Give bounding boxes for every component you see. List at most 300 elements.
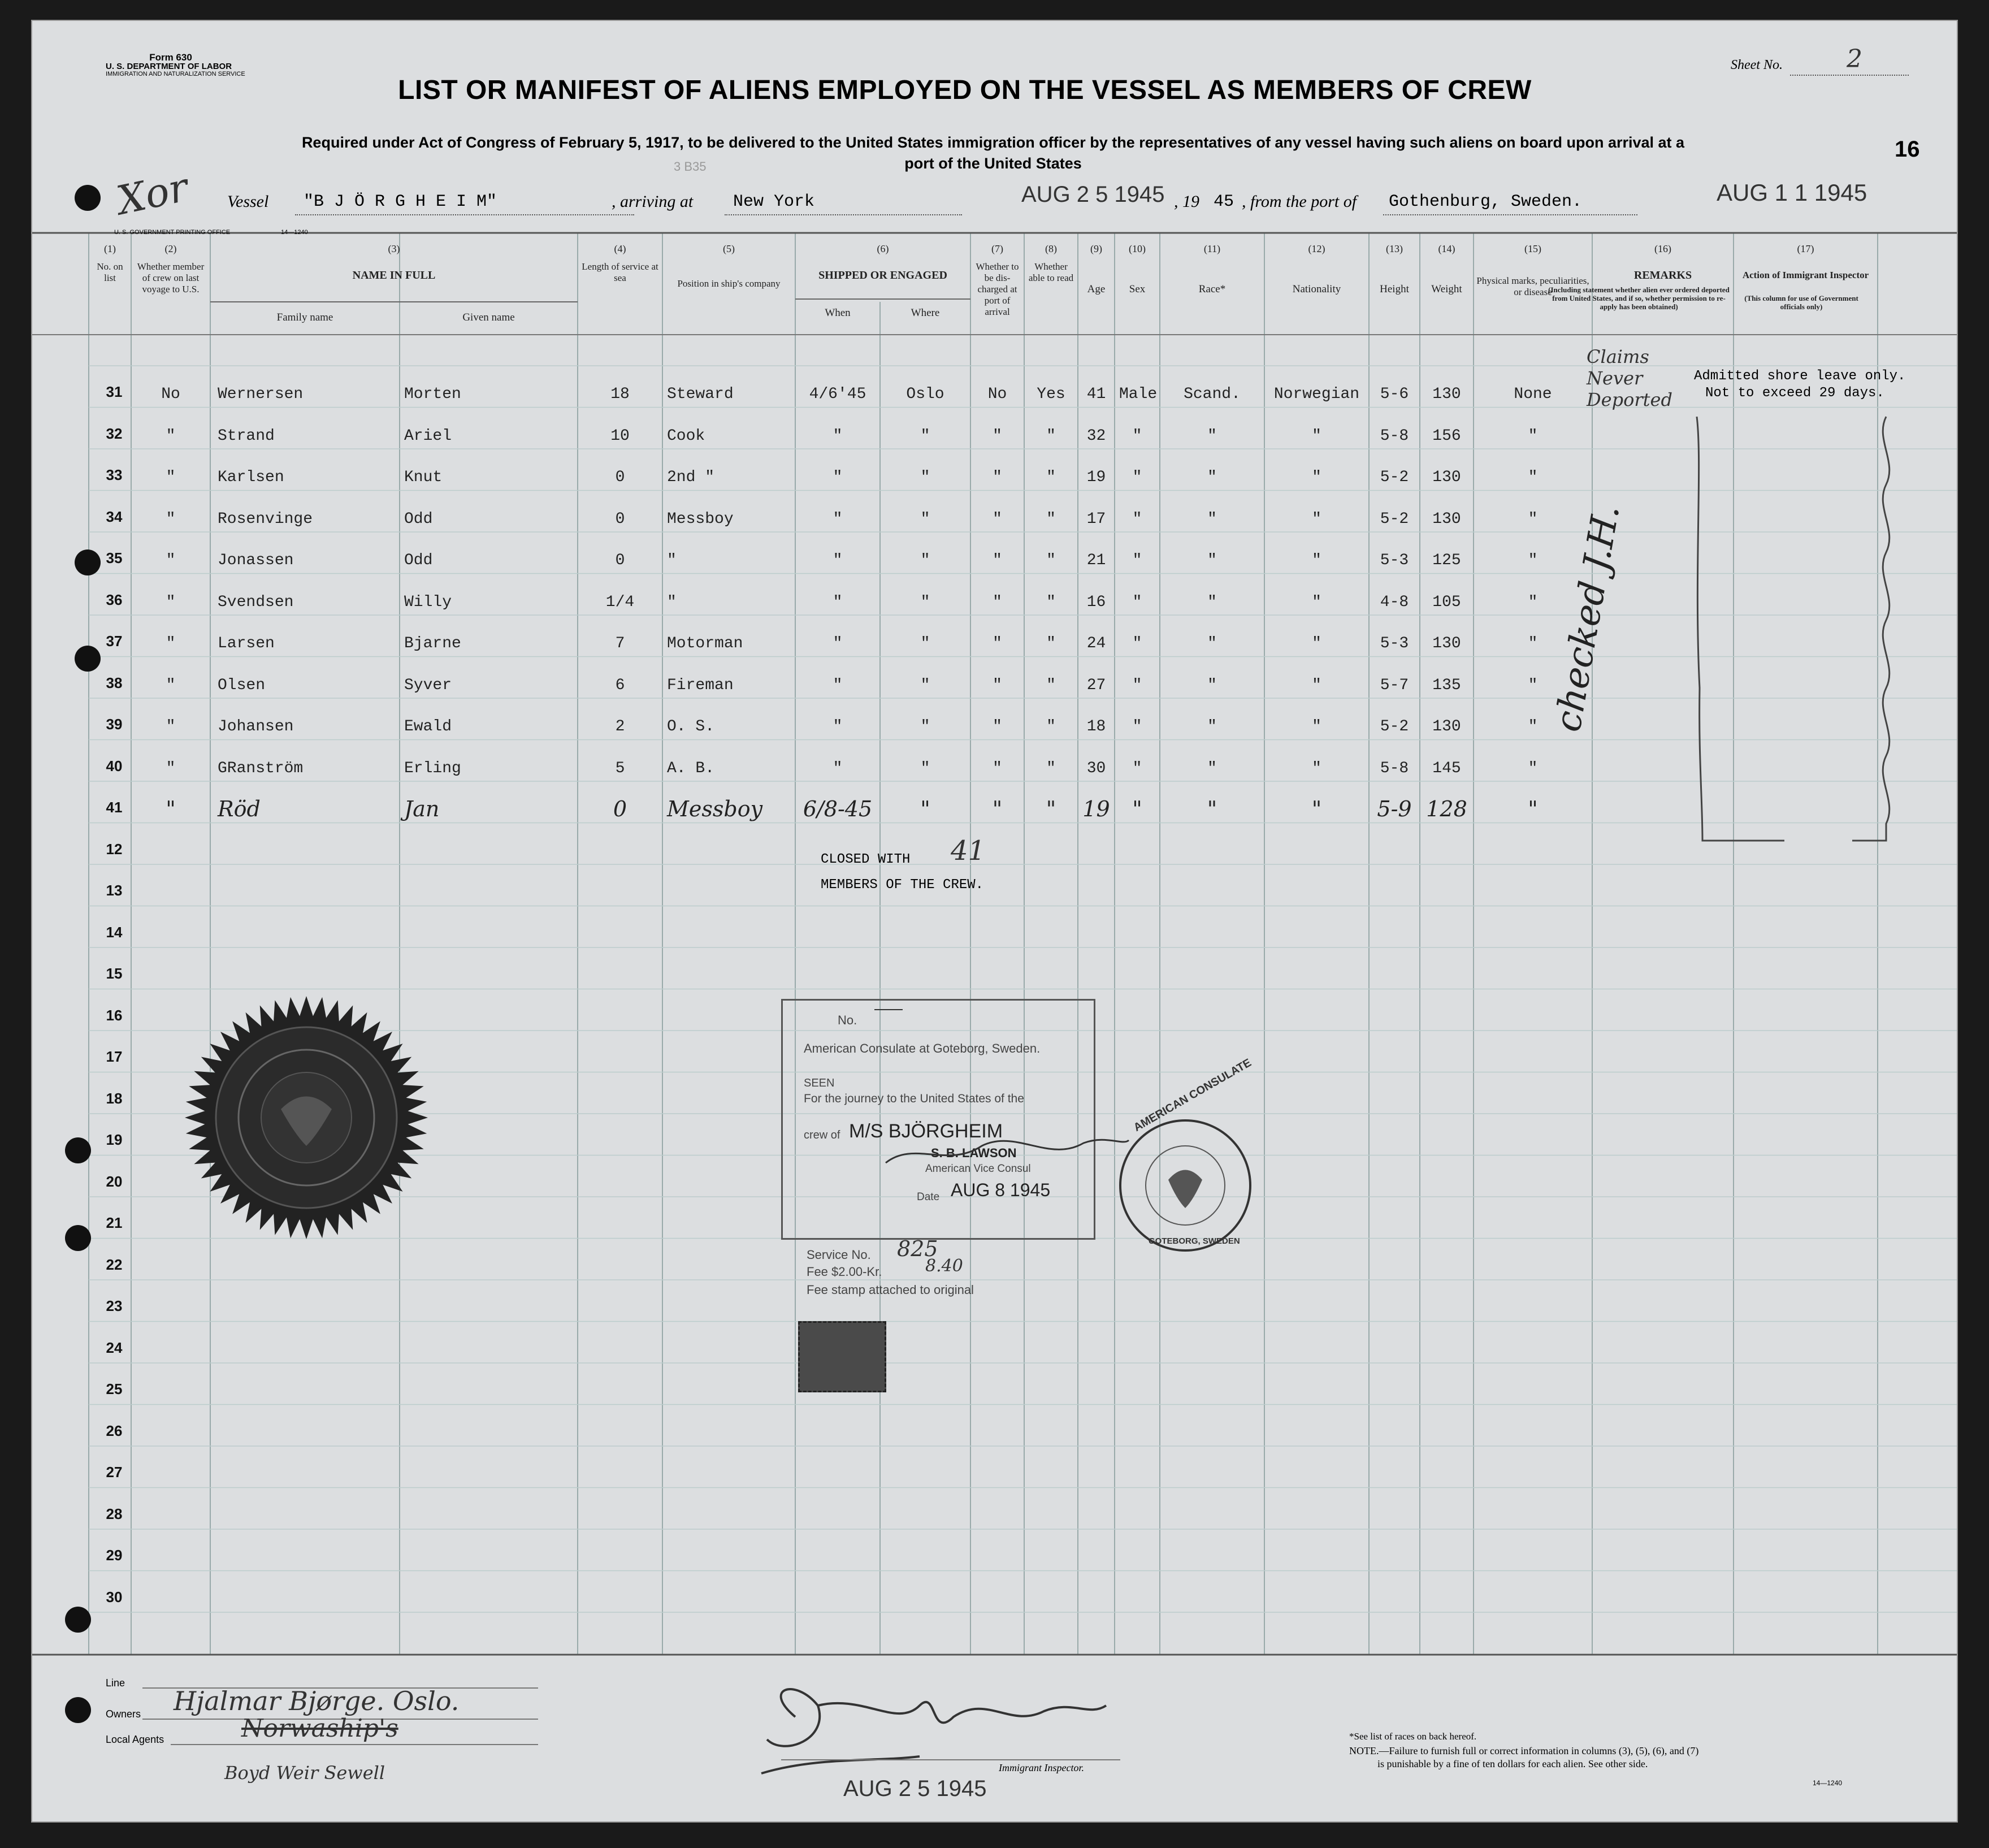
cell-position: O. S. [667,718,715,735]
cell-position: Steward [667,386,734,403]
arriving-port: New York [733,192,815,211]
cell-where: " [920,718,930,735]
row-number: 33 [106,466,123,483]
cell-weight: 130 [1432,386,1461,403]
cell-weight: 130 [1432,718,1461,735]
row-number: 30 [106,1588,123,1605]
cell-prior: " [166,593,176,611]
sailing-date-stamp: AUG 1 1 1945 [1717,179,1867,206]
cell-nationality: " [1312,718,1321,735]
cell-height: 5-9 [1377,797,1412,821]
cell-position: " [667,593,677,611]
sheet-label: Sheet No. [1731,58,1783,72]
consulate-no-label: No. [838,1013,857,1027]
cell-weight: 130 [1432,635,1461,652]
cell-sex: " [1132,510,1142,528]
inspector-date: AUG 2 5 1945 [843,1776,987,1801]
cell-marks: None [1514,386,1552,403]
cell-age: 41 [1086,386,1106,403]
column-number: (12) [1308,243,1325,254]
year-label: , 19 [1174,192,1199,211]
page-title: LIST OR MANIFEST OF ALIENS EMPLOYED ON THE VESSEL AS MEMBERS OF CREW [398,75,1532,105]
cell-when: " [833,635,843,652]
column-number: (5) [723,243,735,254]
consulate-stamp [781,999,1095,1240]
column-number: (17) [1797,243,1814,254]
row-number: 39 [106,716,123,733]
column-header: Age [1087,283,1106,295]
cell-nationality: " [1312,593,1321,611]
cell-age: 17 [1086,510,1106,528]
cell-prior: " [166,759,176,777]
agents-value-2: Boyd Weir Sewell [224,1762,385,1784]
cell-read: " [1046,797,1056,821]
cell-nationality: " [1312,759,1321,777]
cell-where: " [920,593,930,611]
row-number: 19 [106,1131,123,1148]
cell-discharged: " [993,718,1002,735]
cell-weight: 145 [1432,759,1461,777]
cell-when: " [833,427,843,445]
consulate-seal-text: AMERICAN CONSULATE [1132,1056,1254,1135]
row-number: 34 [106,508,123,525]
column-number: (7) [991,243,1003,254]
fee-stamp [798,1321,886,1392]
inspector-line [781,1759,1120,1760]
column-number: (1) [104,243,116,254]
column-header: Position in ship's company [677,278,781,289]
cell-height: 5-3 [1380,635,1409,652]
cell-sex: " [1132,676,1142,694]
cell-sex: " [1132,718,1142,735]
cell-when: " [833,759,843,777]
fee-label: Fee $2.00-Kr. [807,1265,882,1279]
cell-marks: " [1528,552,1538,569]
cell-nationality: " [1312,635,1321,652]
cell-prior: " [166,635,176,652]
service-label: Service No. [807,1248,871,1262]
note-failure: NOTE.—Failure to furnish full or correct information in columns (3), (5), (6), and (7) [1349,1745,1699,1756]
cell-race: " [1207,510,1217,528]
cell-weight: 135 [1432,676,1461,694]
cell-when: " [833,469,843,486]
cell-given: Knut [404,469,443,486]
column-header: REMARKS [1633,269,1692,282]
cell-height: 5-2 [1380,718,1409,735]
cell-height: 5-2 [1380,469,1409,486]
cell-age: 32 [1086,427,1106,445]
column-number: (2) [164,243,177,254]
column-header: Length of service at sea [582,261,658,283]
row-number: 17 [106,1048,123,1065]
local-agents-label: Local Agents [106,1734,164,1745]
column-header: Weight [1431,283,1462,295]
cell-discharged: " [993,510,1002,528]
cell-age: 21 [1086,552,1106,569]
cell-where: " [920,510,930,528]
cell-family: Strand [218,427,275,445]
cell-sex: " [1132,593,1142,611]
closed-with: CLOSED WITH [821,852,911,867]
cell-race: " [1207,427,1217,445]
row-number: 38 [106,674,123,691]
cell-given: Morten [404,386,461,403]
punch-hole [65,1225,91,1251]
page-mark: 16 [1895,137,1920,162]
consulate-seal-city: GOTEBORG, SWEDEN [1149,1236,1240,1246]
cell-where: " [920,797,930,821]
from-label: , from the port of [1242,192,1357,211]
row-number: 23 [106,1297,123,1314]
cell-position: Messboy [667,510,734,528]
cell-nationality: " [1312,676,1321,694]
cell-age: 19 [1086,469,1106,486]
column-number: (11) [1203,243,1221,254]
row-number: 27 [106,1464,123,1481]
cell-height: 5-2 [1380,510,1409,528]
cell-age: 19 [1082,797,1110,821]
cell-marks: " [1528,718,1538,735]
cell-age: 30 [1086,759,1106,777]
cell-given: Ewald [404,718,452,735]
row-number: 21 [106,1214,123,1231]
punch-hole [65,1697,91,1723]
cell-when: 4/6'45 [809,386,866,403]
cell-marks: " [1528,469,1538,486]
cell-position: Fireman [667,676,734,694]
cell-height: 4-8 [1380,593,1409,611]
cell-prior: " [166,676,176,694]
cell-where: " [920,676,930,694]
action-note: (This column for use of Government officials only) [1744,294,1858,311]
row-number: 41 [106,799,123,816]
column-number: (15) [1524,243,1541,254]
cell-race: " [1207,635,1217,652]
cell-race: " [1207,676,1217,694]
cell-sex: " [1132,552,1142,569]
from-port: Gothenburg, Sweden. [1389,192,1583,211]
consulate-seal [1115,1115,1256,1256]
arrival-date-stamp: AUG 2 5 1945 [1021,182,1165,207]
remarks-not-exceed: Not to exceed 29 days. [1705,386,1884,401]
service-number: 825 [897,1236,938,1261]
members-of-crew: MEMBERS OF THE CREW. [821,877,984,893]
cell-service: 0 [615,469,625,486]
column-header: Whether to be dis- charged at port of arrival [976,261,1019,317]
cell-discharged: No [987,386,1007,403]
subhead-given: Given name [462,311,515,323]
cell-family: Johansen [218,718,294,735]
cell-weight: 125 [1432,552,1461,569]
cell-service: 10 [610,427,630,445]
column-number: (14) [1438,243,1455,254]
column-number: (13) [1386,243,1403,254]
cell-height: 5-8 [1380,759,1409,777]
row-number: 31 [106,383,123,400]
row-number: 40 [106,757,123,774]
fee-amount: 8.40 [925,1256,963,1276]
row-number: 20 [106,1172,123,1190]
column-header: Nationality [1292,283,1341,295]
cell-position: Motorman [667,635,743,652]
cell-age: 27 [1086,676,1106,694]
column-header: Height [1380,283,1409,295]
cell-service: 7 [615,635,625,652]
faint-mark: 3 B35 [674,159,707,174]
column-number: (8) [1045,243,1057,254]
row-number: 24 [106,1339,123,1356]
cell-height: 5-6 [1380,386,1409,403]
inspector-label: Immigrant Inspector. [999,1762,1084,1773]
cell-nationality: " [1312,469,1321,486]
cell-prior: No [161,386,180,403]
remarks-handwritten: Claims Never Deported [1587,346,1672,410]
port-line [725,214,962,215]
row-number: 35 [106,549,123,566]
cell-weight: 130 [1432,510,1461,528]
row-number: 32 [106,425,123,442]
cell-weight: 128 [1426,797,1467,821]
column-header: Action of Immigrant Inspector [1742,270,1869,280]
row-number: 37 [106,633,123,650]
cell-race: Scand. [1184,386,1241,403]
cell-height: 5-3 [1380,552,1409,569]
cell-position: A. B. [667,759,715,777]
cell-sex: " [1132,635,1142,652]
cell-read: " [1046,593,1056,611]
column-number: (3) [388,243,400,254]
cell-sex: " [1132,469,1142,486]
embossed-seal [182,993,431,1242]
cell-family: Karlsen [218,469,284,486]
row-number: 13 [106,882,123,899]
cell-when: " [833,593,843,611]
cell-position: Cook [667,427,705,445]
checked-note: checked J.H. [1547,501,1628,735]
from-line [1383,214,1637,215]
cell-weight: 130 [1432,469,1461,486]
column-number: (16) [1654,243,1671,254]
cell-sex: " [1132,427,1142,445]
cell-service: 1/4 [605,593,635,611]
cell-service: 2 [615,718,625,735]
subhead-where: Where [911,307,940,319]
vessel-label: Vessel [227,192,269,211]
note-races: *See list of races on back hereof. [1349,1731,1477,1742]
cell-read: " [1046,635,1056,652]
column-header: Race* [1198,283,1226,295]
cell-when: " [833,718,843,735]
row-number: 12 [106,840,123,858]
consulate-officer: S. B. LAWSON [931,1146,1017,1160]
cell-race: " [1207,718,1217,735]
consulate-journey: For the journey to the United States of the [804,1092,1024,1105]
cell-sex: " [1132,797,1142,821]
vessel-line [295,214,634,215]
cell-race: " [1207,593,1217,611]
cell-read: " [1046,469,1056,486]
cell-race: " [1207,797,1217,821]
cell-prior: " [166,427,176,445]
cell-prior: " [166,510,176,528]
printing-office: U. S. GOVERNMENT PRINTING OFFICE [114,229,231,236]
cell-age: 18 [1086,718,1106,735]
service-name: IMMIGRATION AND NATURALIZATION SERVICE [106,71,245,77]
cell-read: Yes [1037,386,1065,403]
column-number: (9) [1090,243,1102,254]
column-header: NAME IN FULL [352,269,436,282]
consulate-date-label: Date [917,1191,940,1203]
cell-given: Odd [404,510,433,528]
punch-hole [65,1607,91,1633]
column-header: Sex [1129,283,1146,295]
column-header: No. on list [97,261,123,283]
cell-family: Olsen [218,676,266,694]
no-line [874,1009,903,1010]
remarks-admitted: Admitted shore leave only. [1694,369,1906,384]
cell-discharged: " [993,427,1002,445]
agents-field [171,1744,538,1745]
consulate-seen: SEEN [804,1077,835,1089]
cell-discharged: " [993,552,1002,569]
consulate-ship: M/S BJÖRGHEIM [849,1120,1003,1142]
cell-discharged: " [993,593,1002,611]
subhead-family: Family name [276,311,333,323]
cell-race: " [1207,552,1217,569]
cell-given: Syver [404,676,452,694]
cell-where: " [920,759,930,777]
cell-position: Messboy [667,797,763,821]
sheet-line [1790,75,1909,76]
consulate-officer-title: American Vice Consul [925,1163,1031,1175]
arriving-label: , arriving at [612,192,694,211]
consulate-date: AUG 8 1945 [951,1180,1051,1200]
cell-prior: " [166,718,176,735]
cell-discharged: " [992,797,1003,821]
cell-given: Ariel [404,427,452,445]
cell-where: Oslo [906,386,944,403]
cell-weight: 156 [1432,427,1461,445]
punch-hole [75,185,101,211]
cell-given: Odd [404,552,433,569]
cell-read: " [1046,552,1056,569]
cell-position: " [667,552,677,569]
cell-sex: Male [1119,386,1158,403]
cell-given: Erling [404,759,461,777]
cell-service: 0 [615,552,625,569]
cell-where: " [920,635,930,652]
cell-when: " [833,552,843,569]
row-number: 22 [106,1256,123,1273]
cell-nationality: " [1312,510,1321,528]
cell-prior: " [166,797,176,821]
cell-given: Jan [404,797,440,821]
cell-family: Larsen [218,635,275,652]
cell-read: " [1046,718,1056,735]
row-number: 36 [106,591,123,608]
closed-count: 41 [951,835,986,867]
cell-read: " [1046,510,1056,528]
row-number: 15 [106,965,123,982]
cell-discharged: " [993,676,1002,694]
subtitle-line2: port of the United States [904,155,1082,172]
cell-marks: " [1528,510,1538,528]
cell-where: " [920,427,930,445]
cell-position: 2nd " [667,469,715,486]
cell-discharged: " [993,469,1002,486]
column-header: Whether able to read [1028,261,1074,283]
row-number: 18 [106,1089,123,1107]
note-fine: is punishable by a fine of ten dollars for each alien. See other side. [1377,1758,1648,1769]
cell-age: 24 [1086,635,1106,652]
cell-service: 0 [615,510,625,528]
cell-discharged: " [993,759,1002,777]
cell-service: 5 [615,759,625,777]
row-number: 25 [106,1380,123,1397]
sheet-number: 2 [1847,45,1862,73]
agents-value: Norwaship's [241,1714,398,1743]
cell-nationality: Norwegian [1273,386,1360,403]
remarks-note: (Including statement whether alien ever ordered deported from United States, and if so, whether permission to re-apply has been obtained) [1548,285,1730,311]
remarks-bracket [1609,405,1926,858]
handwritten-mark: Xor [112,163,192,224]
owners-value: Hjalmar Bjørge. Oslo. [174,1686,460,1716]
column-header: SHIPPED OR ENGAGED [818,269,947,282]
cell-service: 18 [610,386,630,403]
row-number: 29 [106,1547,123,1564]
cell-family: Rosenvinge [218,510,313,528]
cell-marks: " [1528,676,1538,694]
owners-label: Owners [106,1708,141,1720]
cell-where: " [920,469,930,486]
subhead-when: When [825,307,851,319]
cell-marks: " [1528,427,1538,445]
cell-service: 6 [615,676,625,694]
line-label: Line [106,1677,125,1689]
consulate-office: American Consulate at Goteborg, Sweden. [804,1041,1041,1055]
cell-prior: " [166,469,176,486]
cell-marks: " [1528,759,1538,777]
cell-family: Röd [218,797,261,821]
cell-discharged: " [993,635,1002,652]
cell-family: Jonassen [218,552,294,569]
fee-stamp-note: Fee stamp attached to original [807,1283,974,1297]
cell-marks: " [1528,797,1538,821]
cell-sex: " [1132,759,1142,777]
cell-nationality: " [1312,427,1321,445]
column-number: (10) [1129,243,1146,254]
cell-when: " [833,676,843,694]
column-header: Whether member of crew on last voyage to U.S. [137,261,205,295]
year: 45 [1214,192,1234,211]
cell-given: Willy [404,593,452,611]
cell-marks: " [1528,635,1538,652]
cell-family: Svendsen [218,593,294,611]
cell-height: 5-8 [1380,427,1409,445]
cell-marks: " [1528,593,1538,611]
vessel-name: "B J Ö R G H E I M" [304,192,497,211]
row-number: 14 [106,923,123,941]
vice-consul-signature [880,1129,1134,1180]
row-number: 16 [106,1006,123,1024]
cell-prior: " [166,552,176,569]
cell-read: " [1046,676,1056,694]
punch-hole [65,1137,91,1163]
cell-read: " [1046,759,1056,777]
cell-race: " [1207,759,1217,777]
row-number: 26 [106,1422,123,1439]
cell-service: 0 [613,797,627,821]
